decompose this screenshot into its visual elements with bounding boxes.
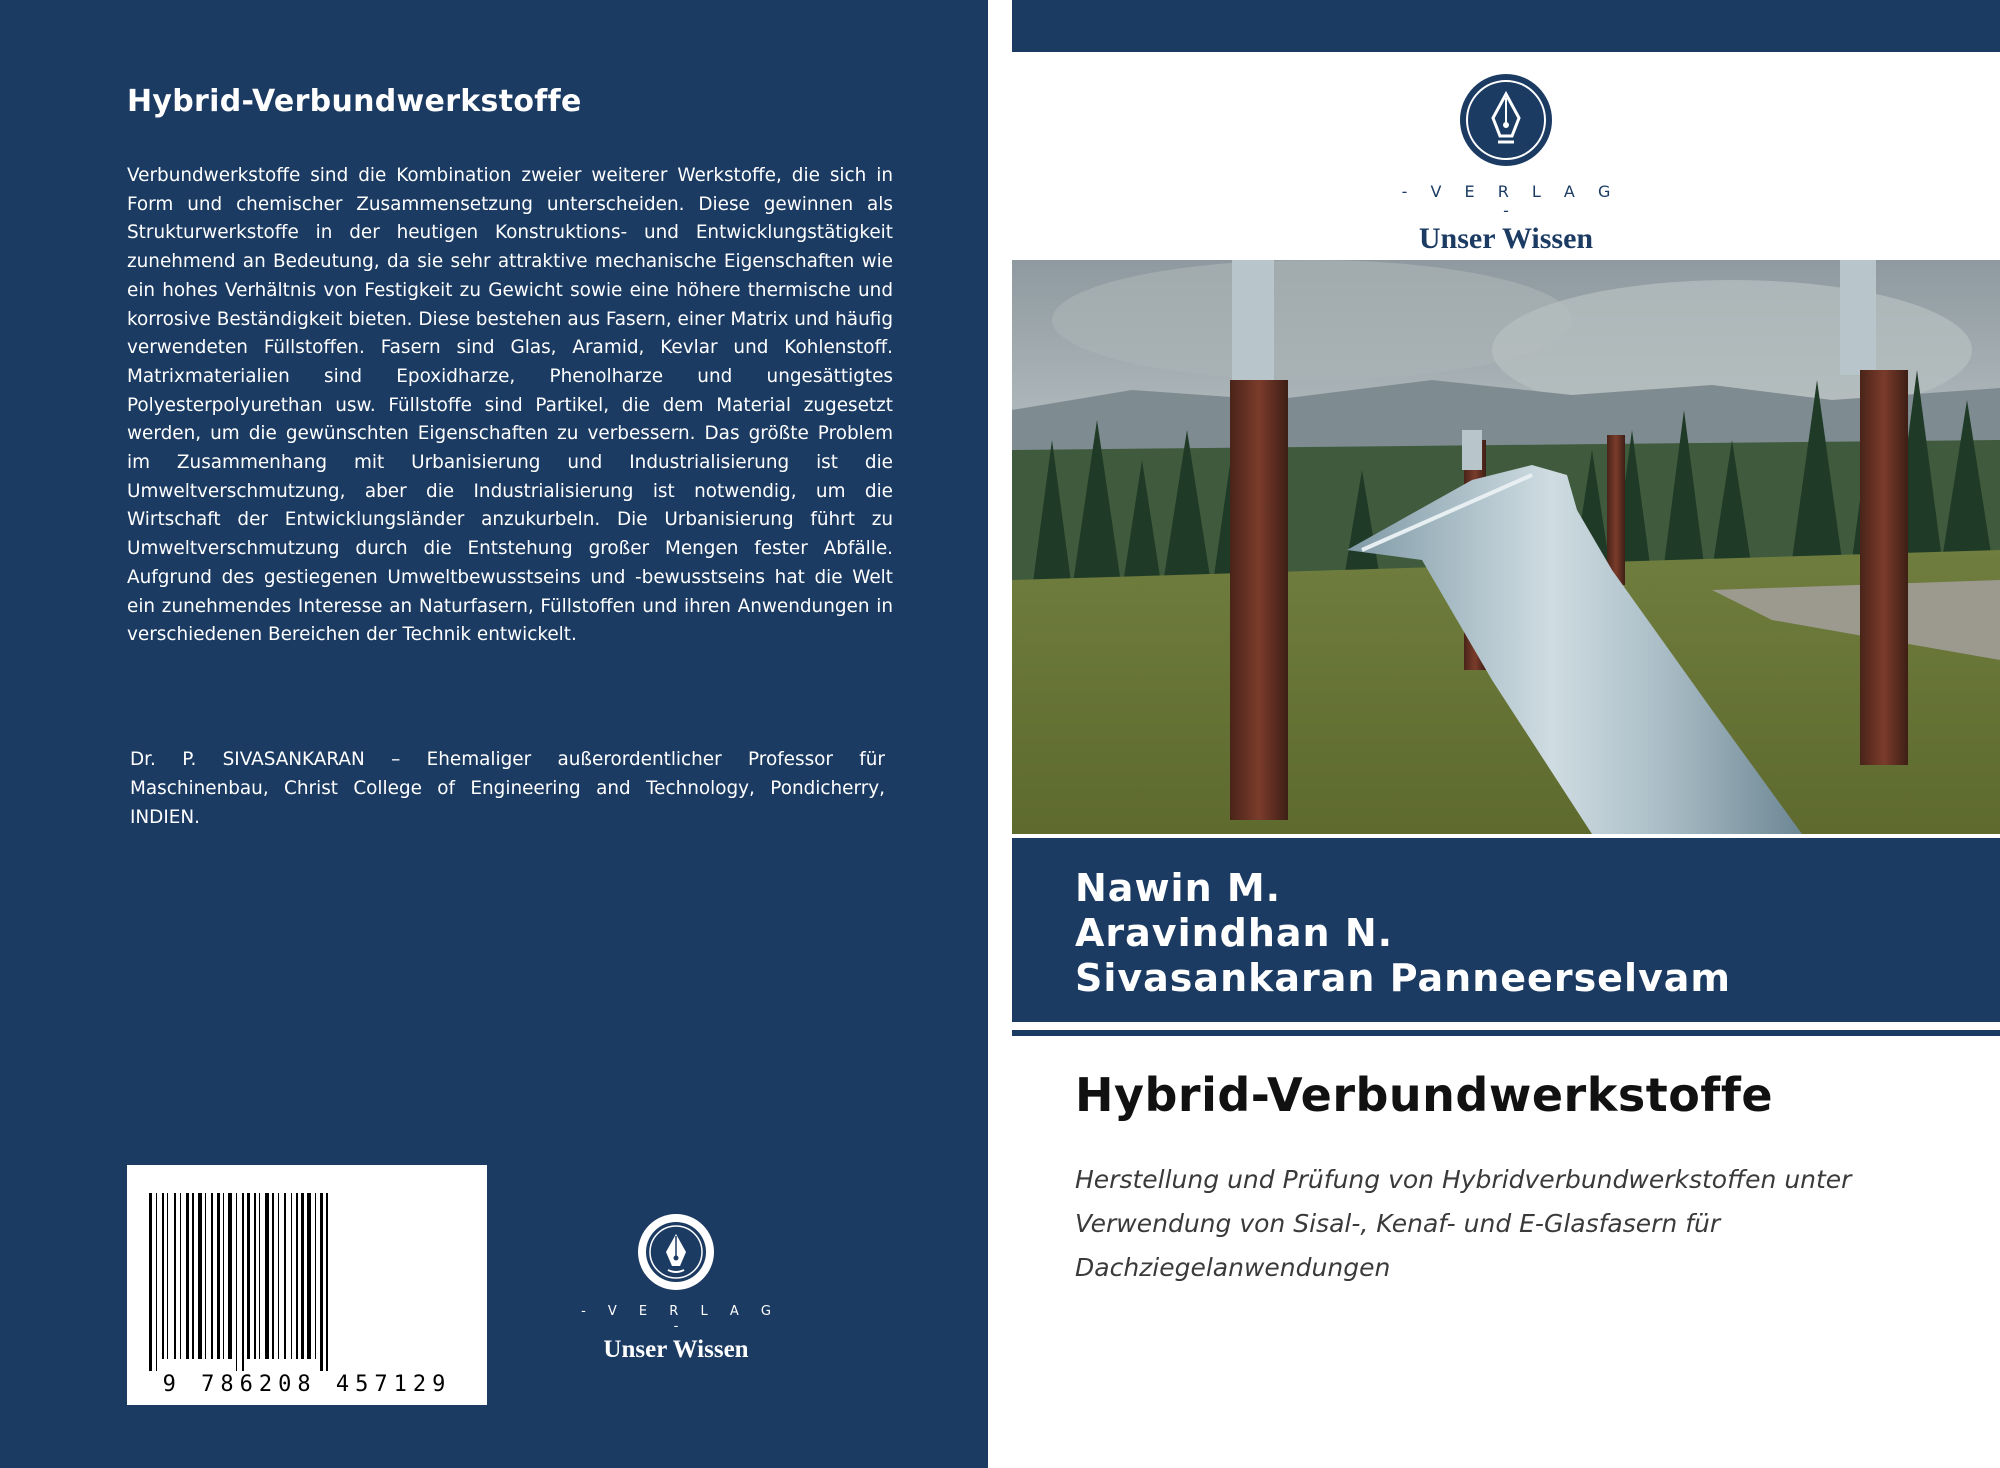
publisher-logo-back — [560, 1212, 792, 1364]
back-cover — [0, 0, 988, 1468]
authors-band — [1012, 838, 2000, 1022]
book-subtitle: Herstellung und Prüfung von Hybridverbundwerkstoffen unter Verwendung von Sisal-, Kenaf- und E-Glasfasern für Dachziegelanwendungen — [1075, 1165, 1852, 1282]
pen-nib-seal-icon — [636, 1212, 716, 1292]
front-top-bar — [1012, 0, 2000, 52]
publisher-verlag-label: - V E R L A G - — [1401, 182, 1620, 220]
author-bio: Dr. P. SIVASANKARAN – Ehemaliger außerordentlicher Professor für Maschinenbau, Christ College of Engineering and Technology, Pondicherry, INDIEN. — [130, 749, 885, 828]
publisher-name: Unser Wissen — [1418, 222, 1594, 255]
author-2: Aravindhan N. — [1075, 911, 1394, 955]
front-divider — [1012, 1030, 2000, 1036]
isbn-barcode — [127, 1165, 487, 1405]
publisher-verlag-label: - V E R L A G - — [581, 1304, 780, 1334]
back-cover-title: Hybrid-Verbundwerkstoffe — [127, 84, 582, 119]
pen-nib-seal-icon — [1458, 72, 1554, 168]
author-3: Sivasankaran Panneerselvam — [1075, 956, 1731, 1000]
barcode-image — [127, 1165, 487, 1405]
pipeline-through-forest-photo — [1012, 260, 2000, 834]
isbn-digits: 9 786208 457129 — [162, 1372, 452, 1397]
book-title: Hybrid-Verbundwerkstoffe — [1075, 1068, 1774, 1122]
front-cover — [1012, 0, 2000, 1468]
publisher-name: Unser Wissen — [603, 1336, 749, 1363]
back-cover-blurb: Verbundwerkstoffe sind die Kombination zweier weiterer Werkstoffe, die sich in Form und chemischer Zusammensetzung unterscheiden. Diese gewinnen als Strukturwerkstoffe in der heutigen Konstruktions- und Entwicklungstätigkeit zunehmend an Bedeutung, da sie sehr attraktive mechanische Eigenschaften wie ein hohes Verhältnis von Festigkeit zu Gewicht sowie eine höhere thermische und korrosive Beständigkeit bieten. Diese bestehen aus Fasern, einer Matrix und häufig verwendeten Füllstoffen. Fasern sind Glas, Aramid, Kevlar und Kohlenstoff. Matrixmaterialien sind Epoxidharze, Phenolharze und ungesättigtes Polyesterpolyurethan usw. Füllstoffe sind Partikel, die dem Material zugesetzt werden, um die gewünschten Eigenschaften zu verbessern. Das größte Problem im Zusammenhang mit Urbanisierung und Industrialisierung ist die Umweltverschmutzung, aber die Industrialisierung ist notwendig, um die Wirtschaft der Entwicklungsländer anzukurbeln. Die Urbanisierung führt zu Umweltverschmutzung durch die Entstehung großer Mengen fester Abfälle. Aufgrund des gestiegenen Umweltbewusstseins und -bewusstseins hat die Welt ein zunehmendes Interesse an Naturfasern, Füllstoffen und ihren Anwendungen in verschiedenen Bereichen der Technik entwickelt. — [127, 165, 893, 646]
author-1: Nawin M. — [1075, 866, 1282, 910]
publisher-logo-front — [1382, 72, 1630, 256]
